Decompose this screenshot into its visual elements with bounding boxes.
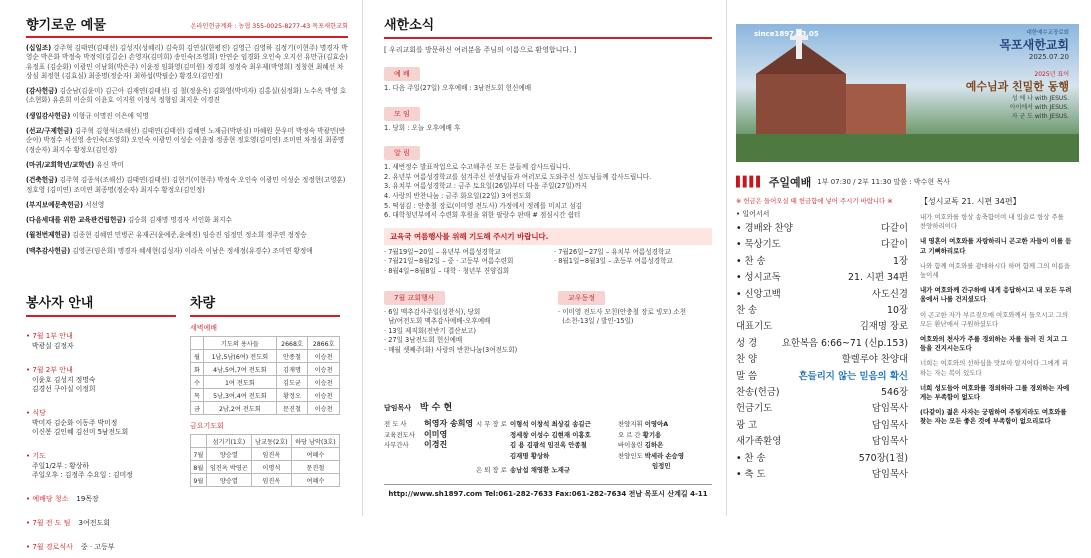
table-cell: 7월: [191, 448, 207, 461]
volunteer-item: [26, 357, 176, 395]
table-head-cell: 2668호: [276, 337, 308, 350]
notice-item: 6. 대학청년부에서 수련회 후원을 위한 팔랑수 판매 # 점심시간 쉼터: [384, 211, 581, 220]
group-label: (감사헌금): [26, 87, 58, 96]
notice-item: 3. 유치부 여름성경학교 : 금주 토요일(26일)부터 다음 주일(27일)까지: [384, 182, 588, 191]
prayer-item: · 7월21일~8월2일 – 중 · 고등부 여름수련회: [384, 257, 514, 266]
volunteer-names: 박미자 김순화 이동주 박미정: [32, 418, 118, 427]
retired-label: 은 퇴 장 로: [476, 466, 507, 475]
theme-line: 자 군 도 with JESUS.: [1011, 113, 1069, 120]
july-item: · 매월 셋째주(화) 사랑의 반찬나눔(3여전도회): [384, 345, 518, 354]
group-label: (맥추감사헌금): [26, 246, 71, 255]
divider: [384, 37, 712, 39]
reading-verse: 이 곤고한 자가 부르짖으매 여호와께서 들으시고 그의 모든 환난에서 구원하셨도다: [920, 310, 1069, 328]
notice-list: [384, 163, 712, 221]
divider: [190, 315, 340, 317]
service-item-value: 사도신경: [871, 288, 908, 300]
standing-note: • 일어서서: [736, 210, 770, 218]
table-cell: 이승천: [308, 376, 340, 389]
july-item: · 13일 제직회(전반기 결산보고): [384, 326, 476, 335]
service-item-value: 다같이: [880, 239, 908, 251]
elder-line: 정세창 이성수 김현재 이홍호: [510, 430, 591, 439]
service-item-label: • 축 도: [736, 469, 766, 481]
staff-role: 교육전도사: [384, 430, 415, 439]
church-photo: [736, 24, 1079, 162]
service-item: [736, 336, 908, 352]
news-item: · 이미영 전도사 모친(안충철 장로 빙모) 소천: [558, 307, 687, 316]
offering-panel: [0, 0, 362, 551]
volunteer-names: 주일1/2부 : 황상하: [32, 461, 89, 470]
service-item-label: 찬 양: [736, 354, 758, 366]
service-item: [736, 434, 908, 450]
car-sub1: 세벽예배: [190, 324, 218, 332]
table-cell: 5남,3여,4여 전도회: [204, 389, 277, 402]
service-header: ▌▌▌▌ 주일예배 1부 07:30 / 2부 11:30 말씀 : 박수현 목사: [736, 176, 950, 189]
table-header: [191, 435, 340, 448]
july-pill: 7월 교회행사: [384, 291, 445, 305]
car-table-friday: [190, 434, 340, 487]
pastor-name: 박 수 현: [419, 403, 453, 413]
staff-name: 허영자 송희영: [424, 419, 474, 428]
table-cell: 여혜수: [291, 474, 339, 487]
elder-line: 김재명 황상하: [510, 451, 550, 460]
volunteer-head: • 7월 2부 안내: [26, 365, 73, 374]
table-cell: 안종철: [276, 350, 308, 363]
offering-group: [26, 87, 348, 106]
table-head-cell: 기도의 용사들: [204, 337, 277, 350]
table-row: [191, 461, 340, 474]
table-cell: 임진옥: [251, 474, 291, 487]
meeting-pill: 모 임: [384, 107, 420, 121]
table-cell: 양승열: [206, 448, 251, 461]
service-info: 1부 07:30 / 2부 11:30 말씀 : 박수현 목사: [817, 178, 950, 186]
psalm-header: 【성시교독 21. 시편 34편】: [920, 197, 1021, 206]
table-head-cell: [191, 337, 204, 350]
worship-text: 1. 다음 주일(27일) 오후예배 : 3남전도회 헌신예배: [384, 84, 532, 92]
service-item: [736, 287, 908, 303]
car-section: [190, 292, 340, 487]
reading-verse: 너희 성도들아 여호와를 경외하라 그를 경외하는 자에게는 부족함이 없도다: [920, 383, 1070, 402]
reading-verse: 내가 여호와를 항상 송축함이여 내 입술로 항상 주를 찬양하리이다: [920, 213, 1064, 231]
service-item-label: • 찬 송: [736, 255, 766, 267]
meeting-text: 1. 당회 : 오늘 오후예배 후: [384, 123, 461, 132]
service-item-label: • 신앙고백: [736, 288, 781, 300]
table-cell: 이명석: [251, 461, 291, 474]
offering-group: [26, 127, 348, 155]
table-row: [191, 448, 340, 461]
table-cell: 월: [191, 350, 204, 363]
volunteer-names: 이신봉 김인혜 김선미 5남전도회: [32, 428, 129, 436]
table-cell: 여혜수: [291, 448, 339, 461]
service-item: [736, 467, 908, 483]
table-cell: 8월: [191, 461, 207, 474]
notice-pill: 알 림: [384, 146, 420, 160]
table-cell: 임진옥 박영곤: [206, 461, 251, 474]
group-label: (마귀/교회학년/교학년): [26, 160, 95, 169]
service-item-value: 담임목사: [871, 419, 908, 431]
service-item-label: 헌금기도: [736, 403, 773, 415]
choir-name: 이영아A: [644, 420, 669, 428]
service-item: [736, 451, 908, 467]
table-row: [191, 389, 340, 402]
service-item-label: • 경배와 찬양: [736, 223, 793, 234]
table-cell: 김도균: [276, 376, 308, 389]
table-cell: 이승천: [308, 402, 340, 415]
service-item-label: 성 경: [736, 337, 758, 349]
offering-group: [26, 112, 348, 121]
table-cell: 금: [191, 402, 204, 415]
order-of-service: [736, 196, 908, 484]
group-label: (월천번제헌금): [26, 231, 71, 240]
service-item-value: 10장: [887, 305, 908, 317]
volunteer-names: 박광실 김정자: [32, 342, 74, 350]
service-item: [736, 385, 908, 401]
reading-verse: (다같이) 젊은 사자는 궁핍하여 주릴지라도 여호와를 찾는 자는 모든 좋은 것에 부족함이 없으리로다: [920, 408, 1067, 426]
volunteer-head: • 7월 경로식사: [26, 542, 73, 551]
service-item: [736, 418, 908, 434]
reading-verse: 나와 함께 여호와를 광대하시다 하며 함께 그의 이름을 높이세: [920, 261, 1071, 280]
service-item: [736, 303, 908, 319]
july-item: · 6일 맥추감사주일(성찬식), 당회: [384, 307, 481, 316]
staff-role: 사무간사: [384, 441, 409, 450]
table-cell: 이승천: [308, 363, 340, 376]
volunteer-names: 김경선 구아실 이정희: [32, 385, 96, 393]
table-cell: 양승열: [206, 474, 251, 487]
service-title: 주일예배: [768, 176, 812, 189]
offering-group: [26, 44, 348, 81]
elder-line: 김 용 김광석 임진옥 안종철: [510, 441, 587, 450]
organ-name: 황기용: [642, 430, 662, 439]
choir-label: 찬양지휘: [618, 420, 643, 428]
worship-pill: 예 배: [384, 67, 420, 81]
volunteer-section: [26, 292, 176, 558]
volunteer-names: 이윤호 김성지 정명숙: [32, 375, 96, 384]
service-item-label: 새가족환영: [736, 436, 782, 448]
service-item-value: 요한복음 6:66~71 (신p.153): [781, 337, 908, 349]
service-item-value: 담임목사: [871, 469, 908, 481]
welcome-text: [ 우리교회를 방문하신 여러분을 주님의 이름으로 환영합니다. ]: [384, 46, 577, 54]
offering-group: [26, 216, 348, 225]
service-item-value: 다같이: [880, 223, 908, 234]
theme-line: 아이에서 with JESUS.: [1009, 104, 1069, 111]
service-item-label: 말 씀: [736, 370, 758, 382]
table-cell: 9월: [191, 474, 207, 487]
staff-name: 이미영: [424, 429, 448, 439]
volunteer-item: [26, 443, 176, 481]
table-header: [191, 337, 340, 350]
service-item: [736, 319, 908, 335]
table-row: [191, 363, 340, 376]
group-label: (십일조): [26, 44, 52, 52]
elders-label: 시 무 장 로: [476, 420, 507, 428]
service-item-value: 할렐루야 찬양대: [841, 354, 908, 366]
table-cell: 이승천: [308, 350, 340, 363]
prayer-list: [384, 248, 712, 277]
offering-group: [26, 201, 348, 210]
offering-group: [26, 176, 348, 195]
group-names: 유신 박미: [96, 160, 124, 169]
news-pill: 교우동정: [558, 291, 605, 305]
service-item-value: 흔들리지 않는 믿음의 확신: [798, 370, 908, 382]
offering-title: 향기로운 예물: [26, 18, 106, 33]
july-item: · 27일 3남전도회 헌신예배: [384, 336, 463, 345]
group-label: (생일감사헌금): [26, 111, 71, 120]
volunteer-item: [26, 486, 176, 505]
table-cell: 화: [191, 363, 204, 376]
notice-item: 2. 유년부 여름성경학교를 섬겨주신 선생님들과 여러모로 도와주신 성도님들께 감사드립니다.: [384, 172, 652, 181]
service-item-label: • 성시교독: [736, 272, 781, 284]
divider: [26, 36, 348, 38]
service-item-value: 김재명 장로: [859, 321, 908, 333]
violin-name: 김하은: [644, 441, 664, 450]
service-item: [736, 369, 908, 385]
group-label: (다음세대를 위한 교육관건립헌금): [26, 216, 126, 225]
group-names: 서선영: [85, 200, 105, 209]
staff-row: [384, 440, 476, 451]
table-cell: 2남,2여 전도회: [204, 402, 277, 415]
table-head-cell: 하당 남악(3호): [291, 435, 339, 448]
offering-groups: [26, 44, 348, 306]
car-title: 차량: [190, 296, 216, 311]
staff-section: [384, 400, 712, 499]
reading-verse: 내가 여호와께 간구하매 내게 응답하시고 내 모든 두려움에서 나를 건지셨도다: [920, 286, 1072, 304]
table-head-cell: 섬기기(1호): [206, 435, 251, 448]
car-table-dawn: [190, 336, 340, 415]
july-events: [384, 308, 544, 356]
offering-group: [26, 231, 348, 240]
table-head-cell: [191, 435, 207, 448]
service-item-label: • 찬 송: [736, 452, 766, 464]
group-names: 김종현 김혜연 민병곤 유재곤(윤예준,윤예진) 임승진 임정민 정소희 정주연 정정승: [72, 231, 307, 240]
service-item: [736, 401, 908, 417]
since: since1897.03.05: [754, 30, 819, 38]
prayer-item: · 8월1일~8월3일 – 초등부 여름성경학교: [554, 257, 673, 266]
volunteer-item: [26, 534, 176, 553]
retired: 송남섭 채영환 노재규: [510, 466, 571, 475]
july-item: 남/여전도회 맥추감사예배-오후예배: [384, 317, 491, 326]
notice-item: 5. 떡섬김 : 안충철 장로(이미영 전도사) 가정에서 정례를 미치고 섬김: [384, 201, 583, 210]
notice-item: 1. 새번정수 발표작업으로 수고해주신 모든 분들께 감사드립니다.: [384, 163, 571, 172]
reading-verse: 너희는 여호와의 선하심을 맛보아 알지어다 그에게 피하는 자는 복이 있도다: [920, 359, 1069, 377]
church-name: 목포새한교회: [999, 38, 1069, 52]
service-item: [736, 270, 908, 286]
violin-label: 바이올린: [618, 441, 643, 450]
service-item: [736, 221, 908, 237]
volunteer-list: [26, 323, 176, 553]
service-panel: [726, 0, 1091, 516]
table-cell: 황정오: [276, 389, 308, 402]
service-item: [736, 237, 908, 253]
elder-line: 이형석 이창석 최상길 송길근: [510, 420, 591, 428]
group-label: (부지보예문축헌금): [26, 200, 83, 209]
service-item: [736, 352, 908, 368]
table-head-cell: 남교동(2호): [251, 435, 291, 448]
table-cell: 이승천: [308, 389, 340, 402]
table-cell: 수: [191, 376, 204, 389]
group-names: 김주혁 김형석(조해선) 김태연(김태선) 김혜연 노재금(박판심) 마혜원 문우미 박정숙 박광민(반순아) 박정수 서선영 송인숙(조영희) 오인숙 이광민 이성순 이윤정 정종현 정호영(김미연) 조미연 차정심 최종명(정순자) 최지수 황정오(김인정): [26, 127, 346, 154]
offering-note: ※ 헌금은 들어오실 때 헌금함에 넣어 주시기 바랍니다 ※: [736, 197, 893, 205]
volunteer-item: [26, 323, 176, 352]
volunteer-names: 주일오후 : 김정주 수요일 : 김미정: [32, 471, 133, 479]
service-item-value: 21. 시편 34편: [848, 272, 908, 284]
volunteer-head: • 식당: [26, 408, 46, 417]
staff-role: 전 도 사: [384, 420, 407, 428]
volunteer-head: • 7월 1부 안내: [26, 332, 73, 340]
table-cell: 1여 전도회: [204, 376, 277, 389]
table-head-cell: 2866호: [308, 337, 340, 350]
divider: [26, 315, 176, 317]
service-item-label: 광 고: [736, 419, 758, 431]
table-cell: 임진옥: [251, 448, 291, 461]
group-names: 김영곤(임은희) 명경자 혜세현(김성자) 이라옥 이남은 정세정(유경수) 조미연 황정애: [72, 246, 313, 255]
theme-year: 2025년 표어: [1034, 71, 1069, 78]
theme: 예수님과 친밀한 동행: [965, 80, 1069, 93]
staff-row: [384, 419, 476, 430]
news-item: (소천-13일 / 발인-15일): [558, 317, 634, 326]
reading-verse: 내 영혼이 여호와를 자랑하리니 곤고한 자들이 이를 듣고 기뻐하리로다: [920, 237, 1072, 255]
volunteer-item: [26, 510, 176, 529]
table-cell: 문진철: [276, 402, 308, 415]
group-names: 이형규 이명진 이은애 익명: [72, 111, 149, 120]
volunteer-title: 봉사자 안내: [26, 296, 94, 311]
lead-name: 박세라 손승영: [644, 451, 685, 460]
table-cell: 김재명: [276, 363, 308, 376]
group-names: 김순남(김윤미) 김근아 김재연(김태선) 김 철(정윤옥) 김화영(박미자) 김홍실(심정화) 노수옥 박영 호(소현화) 유혼희 이순희 이윤호 이지원 이정석 정형임 최지운 이경진: [26, 87, 347, 105]
prayer-item: · 7월26일~27일 – 유치부 여름성경학교: [554, 247, 671, 256]
volunteer-inline: 중 · 고등부: [80, 542, 115, 551]
notice-item: 4. 사랑의 반찬나눔 : 금주 화요일(22일) 3여전도회: [384, 191, 532, 200]
member-news: [558, 308, 686, 327]
volunteer-head: • 7월 전 도 팀: [26, 518, 71, 527]
service-item-value: 1장: [892, 255, 908, 267]
bulletin-date: 2025.07.20: [1028, 53, 1069, 61]
pastor-label: 담임목사: [384, 404, 412, 412]
table-row: [191, 376, 340, 389]
group-names: 김승희 김재명 명경자 서인화 최지수: [127, 216, 232, 225]
responsive-reading: [920, 196, 1072, 484]
footer: http://www.sh1897.com Tel:061-282-7633 Fax:061-282-7634 전남 목포시 산계길 4-11: [384, 484, 712, 499]
lead-name: 임정민: [652, 462, 671, 471]
staff-name: 이경진: [424, 440, 448, 450]
service-item-value: 546장: [881, 387, 908, 399]
prayer-pill: 교육국 여름행사를 위해 기도해 주시기 바랍니다.: [384, 228, 712, 245]
table-cell: 4남,5여,7여 전도회: [204, 363, 277, 376]
prayer-item: · 7월19일~20일 – 유년부 여름성경학교: [384, 247, 501, 256]
lead-label: 찬양인도: [618, 451, 643, 460]
offering-group: [26, 247, 348, 256]
prayer-item: · 8월4일~8월8일 – 대학 · 청년부 진양집회: [384, 266, 510, 275]
table-cell: 목: [191, 389, 204, 402]
volunteer-item: [26, 400, 176, 438]
volunteer-head: • 기도: [26, 451, 46, 460]
service-item-label: 찬 송: [736, 305, 758, 317]
organ-label: 오 르 간: [618, 430, 641, 439]
news-panel: [362, 0, 726, 516]
car-sub2: 금요기도회: [190, 422, 224, 430]
group-label: (건축헌금): [26, 176, 58, 185]
volunteer-inline: 19목장: [76, 494, 99, 503]
service-item-value: 담임목사: [871, 403, 908, 415]
events-row: [384, 285, 712, 363]
group-names: 강주혁 김태연(김태선) 김성지(성혜리) 김숙희 김연실(한평진) 김영근 김영하 김정기(이현주) 명경자 박영순 박은화 박정숙 박정익(김길순) 손영자(김미희) 송인숙(조영희) 안연순 임경화 오인숙 오지선 유만규(김효순) 유정표 (김순화) 이광민 이남희(박은주) 이윤정 임화영(김미원) 정경희 정정숙 최우제(박영희) 정창현 최혜선 차상심 최정현 (김효심) 최종명(정순자) 최하섭(박필순) 황경오(김인정): [26, 44, 348, 80]
service-item-label: • 묵상기도: [736, 239, 781, 251]
service-item: [736, 254, 908, 270]
offering-account: 온라인헌금계좌 : 농협 355-0025-8277-43 목포새한교회: [190, 23, 348, 30]
service-item-label: 대표기도: [736, 321, 773, 333]
offering-group: [26, 161, 348, 170]
theme-line: 성 에 나 with JESUS.: [1011, 95, 1069, 102]
volunteer-inline: 3여전도회: [78, 518, 111, 527]
group-label: (선교/구제헌금): [26, 127, 73, 136]
table-cell: 문진철: [291, 461, 339, 474]
service-item-value: 570장(1절): [858, 452, 908, 464]
group-names: 김주혁 김종석(조해선) 김태연(김태선) 김현기(이현주) 박정숙 오인숙 이광민 이성순 정정현(고영훈) 정호영 (김미연) 조미연 최종명(정순자) 최지수 황정오(김인정): [26, 176, 346, 194]
table-row: [191, 402, 340, 415]
reading-verse: 여호와의 천사가 주를 경외하는 자를 둘러 진 치고 그들을 건지시는도다: [920, 335, 1068, 353]
church-subtitle: 대한예수교장로회: [1026, 30, 1069, 36]
staff-row: [384, 430, 476, 441]
table-cell: 1남,5남(6여) 전도회: [204, 350, 277, 363]
volunteer-head: • 예배당 청소: [26, 494, 69, 503]
news-title: 새한소식: [384, 18, 435, 33]
table-row: [191, 474, 340, 487]
service-item-label: 찬송(헌금): [736, 387, 780, 399]
table-row: [191, 350, 340, 363]
service-item-value: 담임목사: [871, 436, 908, 448]
